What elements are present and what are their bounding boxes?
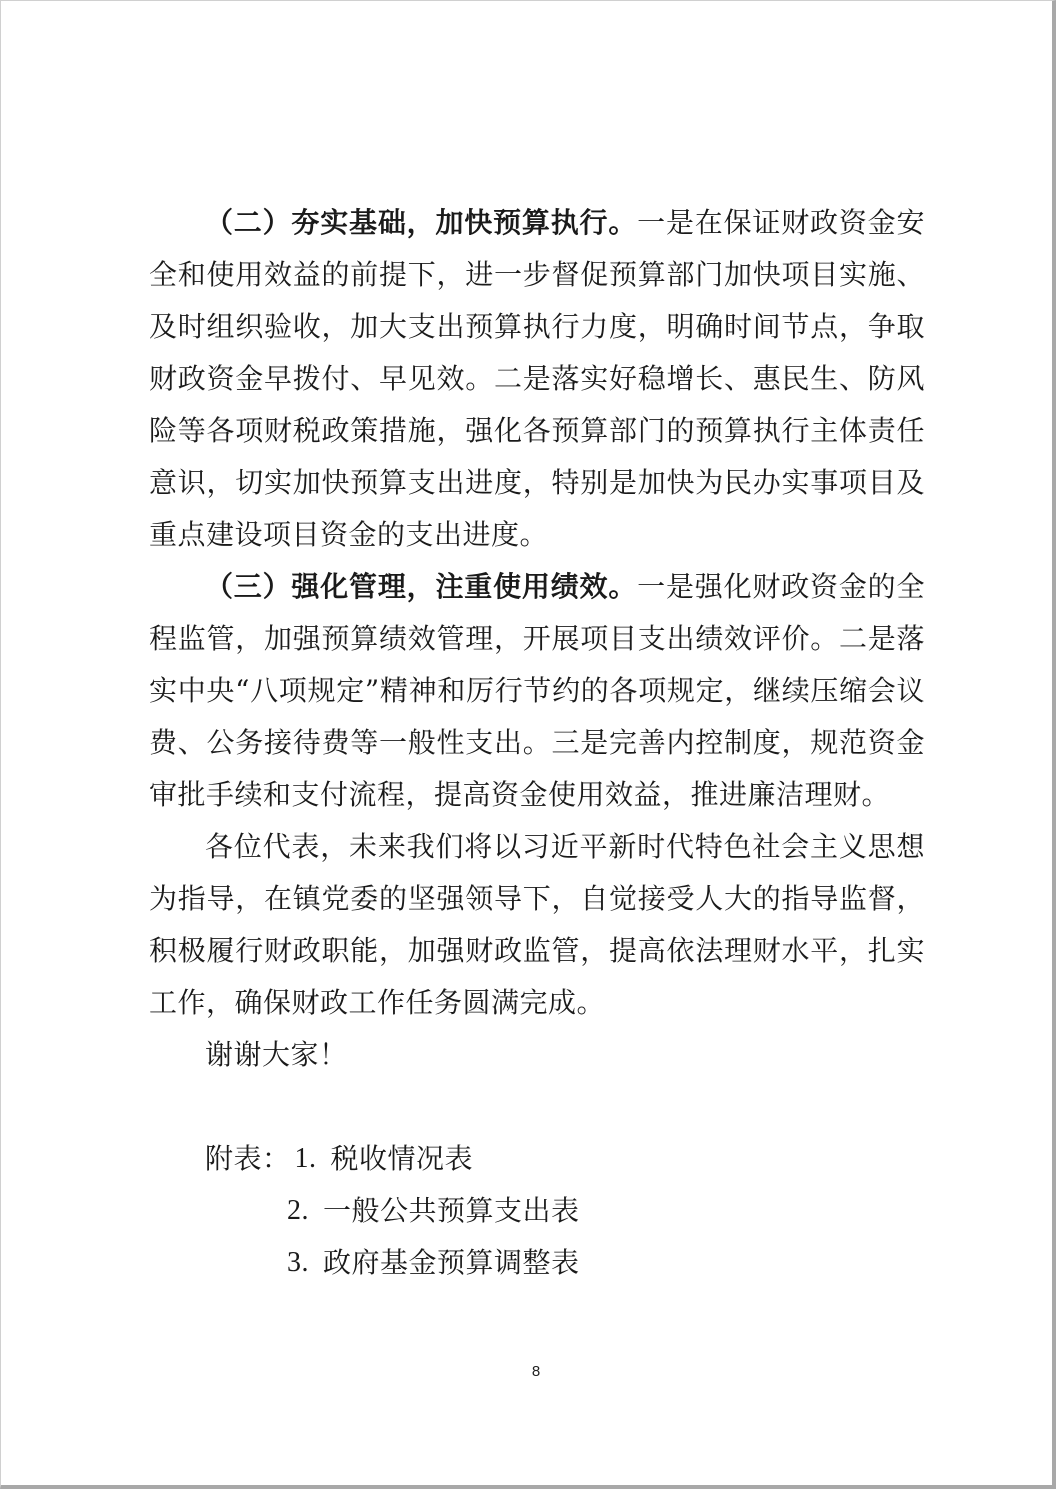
section-two-text: 一是在保证财政资金安全和使用效益的前提下，进一步督促预算部门加快项目实施、及时组织验收，加大支出预算执行力度，明确时间节点，争取财政资金早拨付、早见效。二是落实好稳增长、惠民生、防风险等各项财税政策措施，强化各预算部门的预算执行主体责任意识，切实加快预算支出进度，特别是加快为民办实事项目及重点建设项目资金的支出进度。 [149,206,925,551]
thanks-paragraph [149,1029,925,1081]
attachment-number: 1. [294,1143,317,1174]
attachment-number: 3. [287,1247,309,1278]
attachment-title: 税收情况表 [330,1142,474,1175]
section-three-text: 一是强化财政资金的全程监管，加强预算绩效管理，开展项目支出绩效评价。二是落实中央“八项规定”精神和厉行节约的各项规定，继续压缩会议费、公务接待费等一般性支出。三是完善内控制度，规范资金审批手续和支付流程，提高资金使用效益，推进廉洁理财。 [149,570,925,811]
closing-text: 各位代表，未来我们将以习近平新时代特色社会主义思想为指导，在镇党委的坚强领导下，自觉接受人大的指导监督，积极履行财政职能，加强财政监管，提高依法理财水平，扎实工作，确保财政工作任务圆满完成。 [149,830,925,1019]
document-body [149,197,925,1289]
closing-paragraph [149,821,925,1029]
section-three-heading: （三）强化管理，注重使用绩效。 [205,570,638,603]
attachment-label: 附表： [205,1142,291,1175]
section-two-heading: （二）夯实基础，加快预算执行。 [205,206,638,239]
thanks-text: 谢谢大家！ [205,1038,348,1071]
page-number: 8 [531,1363,541,1380]
attachment-item [149,1133,925,1185]
attachment-title: 政府基金预算调整表 [323,1246,580,1279]
section-two-paragraph [149,197,925,561]
attachment-number: 2. [287,1195,309,1226]
section-three-paragraph [149,561,925,821]
attachment-item [149,1237,925,1289]
spacer [149,1081,925,1133]
attachment-item [149,1185,925,1237]
attachment-list [149,1133,925,1289]
attachment-title: 一般公共预算支出表 [323,1194,580,1227]
